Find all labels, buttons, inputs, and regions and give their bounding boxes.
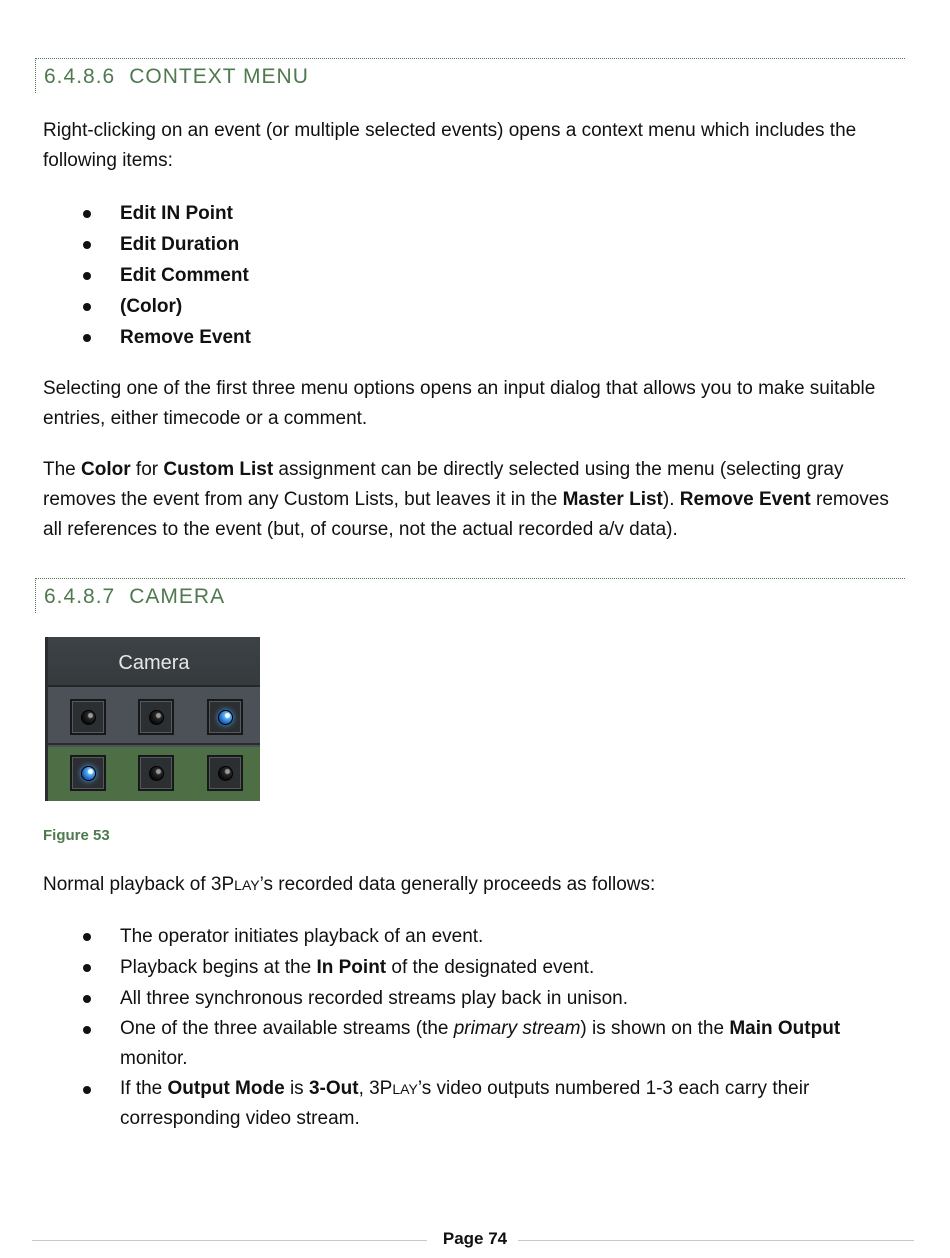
text-run: removes all references to the event (but, of course, not the actual recorded a/v data). [43,489,889,540]
text-run: ’s video outputs numbered 1-3 each carry their corresponding video stream. [120,1078,810,1129]
term-color: Color [81,459,131,480]
camera-row-1 [48,689,260,745]
camera-button-1[interactable] [70,699,106,735]
list-item: The operator initiates playback of an event. [43,921,903,952]
list-item: Remove Event [43,322,903,353]
camera-panel-header: Camera [48,637,260,687]
text-run: Normal playback of 3P [43,874,235,895]
text-run: The [43,459,82,480]
term-in-point: In Point [316,957,387,978]
small-caps-run: LAY [234,877,260,893]
camera-led-icon [149,766,164,781]
text-run: , 3P [358,1078,393,1099]
term-output-mode: Output Mode [167,1078,285,1099]
list-item: Edit Duration [43,229,903,260]
term-custom-list: Custom List [163,459,274,480]
text-run: is [284,1078,309,1099]
text-run: ) is shown on the [580,1018,730,1039]
section-heading-context-menu [35,58,905,93]
section-title: CONTEXT MENU [129,65,309,88]
context-menu-intro: Right-clicking on an event (or multiple selected events) opens a context menu which includes the following items: [43,120,857,171]
camera-led-active-icon [218,710,233,725]
list-item [43,952,903,983]
camera-panel-figure [45,637,260,801]
list-item [43,1014,903,1074]
camera-button-1[interactable] [70,755,106,791]
text-run: for [130,459,164,480]
text-run: of the designated event. [386,957,595,978]
term-3-out: 3-Out [308,1078,359,1099]
page-number: Page 74 [442,1229,508,1248]
camera-button-3[interactable] [207,699,243,735]
term-main-output: Main Output [729,1018,841,1039]
section-number: 6.4.8.6 [44,65,116,88]
figure-caption: Figure 53 [43,827,110,844]
section-heading-camera [35,578,905,613]
list-item [43,1074,903,1134]
playback-steps-list [43,921,903,1134]
text-run: Playback begins at the [120,957,317,978]
text-run: ’s recorded data generally proceeds as follows: [259,874,656,895]
context-menu-item-list [43,198,903,353]
term-remove-event: Remove Event [679,489,811,510]
camera-button-2[interactable] [138,699,174,735]
camera-led-icon [81,710,96,725]
camera-led-active-icon [81,766,96,781]
camera-led-icon [218,766,233,781]
list-item: All three synchronous recorded streams play back in unison. [43,983,903,1014]
text-run: monitor. [120,1048,188,1069]
camera-row-2 [48,747,260,801]
context-menu-para-color [43,455,903,545]
camera-button-2[interactable] [138,755,174,791]
small-caps-run: LAY [392,1081,418,1097]
context-menu-para-dialog: Selecting one of the first three menu options opens an input dialog that allows you to make suitable entries, either timecode or a comment. [43,378,876,429]
section-title: CAMERA [129,585,226,608]
section-number: 6.4.8.7 [44,585,116,608]
list-item: (Color) [43,291,903,322]
camera-intro [43,870,903,900]
camera-button-3[interactable] [207,755,243,791]
text-run: If the [120,1078,168,1099]
list-item: Edit Comment [43,260,903,291]
text-run: One of the three available streams (the [120,1018,454,1039]
text-run: assignment can be directly selected using the menu (selecting gray removes the event from any Custom Lists, but leaves it in the [43,459,844,510]
list-item: Edit IN Point [43,198,903,229]
text-run: ). [662,489,680,510]
term-master-list: Master List [562,489,663,510]
term-primary-stream: primary stream [453,1018,581,1039]
camera-led-icon [149,710,164,725]
